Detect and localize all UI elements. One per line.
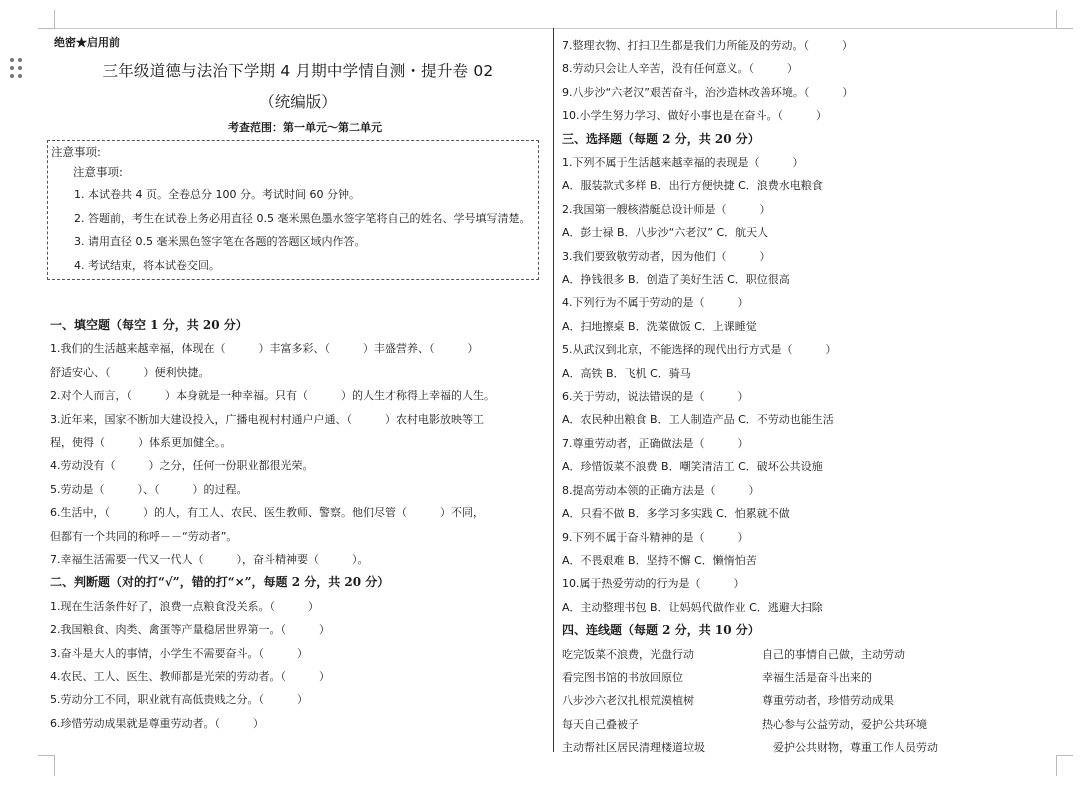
- choice-option-line: A．高铁 B．飞机 C．骑马: [562, 366, 691, 380]
- match-row: [562, 666, 1062, 689]
- fill-question-line: 4.劳动没有（ ）之分，任何一份职业都很光荣。: [50, 459, 314, 473]
- choice-option-line: A．服装款式多样 B．出行方便快捷 C．浪费水电粮食: [562, 179, 823, 193]
- match-right-item: 爱护公共财物，尊重工作人员劳动: [762, 741, 938, 755]
- fill-question-line: 但都有一个共同的称呼－－“劳动者”。: [50, 529, 238, 543]
- match-left-item: 主动帮社区居民清理楼道垃圾: [562, 741, 705, 755]
- choice-option-line: A．珍惜饭菜不浪费 B．嘲笑清洁工 C．破坏公共设施: [562, 460, 823, 474]
- choice-option-line: A．彭士禄 B．八步沙“六老汉” C．航天人: [562, 226, 769, 240]
- judge-question-line: 7.整理衣物、打扫卫生都是我们力所能及的劳动。（ ）: [562, 39, 853, 52]
- fill-question-line: 程，使得（ ）体系更加健全。。: [50, 436, 232, 450]
- match-right-item: 尊重劳动者，珍惜劳动成果: [762, 694, 894, 708]
- exam-scope: 考查范围：第一单元～第二单元: [228, 121, 382, 134]
- judge-question-line: 4.农民、工人、医生、教师都是光荣的劳动者。（ ）: [50, 670, 330, 684]
- choice-question-line: 3.我们要致敬劳动者，因为他们（ ）: [562, 249, 771, 263]
- choice-question-line: 2.我国第一艘核潜艇总设计师是（ ）: [562, 202, 771, 216]
- match-left-item: 吃完饭菜不浪费，光盘行动: [562, 647, 694, 661]
- judge-question-line: 6.珍惜劳动成果就是尊重劳动者。（ ）: [50, 716, 264, 730]
- choice-option-line: A．只看不做 B．多学习多实践 C．怕累就不做: [562, 507, 790, 521]
- match-left-item: 八步沙六老汉扎根荒漠植树: [562, 694, 694, 708]
- fill-question-line: 1.我们的生活越来越幸福，体现在（ ）丰富多彩、（ ）丰盛营养、（ ）: [50, 342, 479, 356]
- choice-question-line: 9.下列不属于奋斗精神的是（ ）: [562, 530, 749, 544]
- fill-question-line: 3.近年来，国家不断加大建设投入，广播电视村村通户户通、（ ）农村电影放映等工: [50, 412, 484, 426]
- column-divider: [553, 28, 554, 752]
- choice-question-line: 5.从武汉到北京，不能选择的现代出行方式是（ ）: [562, 343, 837, 357]
- judge-question-line: 3.奋斗是大人的事情，小学生不需要奋斗。（ ）: [50, 646, 308, 660]
- choice-question-line: 1.下列不属于生活越来越幸福的表现是（ ）: [562, 156, 804, 170]
- page-top-rule: [54, 28, 1056, 29]
- choice-question-line: 7.尊重劳动者，正确做法是（ ）: [562, 436, 749, 450]
- secret-label: 绝密★启用前: [54, 36, 120, 49]
- match-row: [562, 736, 1062, 759]
- judge-question-line: 9.八步沙“六老汉”艰苦奋斗，治沙造林改善环境。（ ）: [562, 85, 854, 99]
- match-row: [562, 643, 1062, 666]
- right-column: [562, 34, 1062, 760]
- drag-handle-icon[interactable]: [10, 58, 26, 80]
- match-row: [562, 713, 1062, 736]
- choice-option-line: A．农民种出粮食 B．工人制造产品 C．不劳动也能生活: [562, 413, 834, 427]
- page-title: 三年级道德与法治下学期 4 月期中学情自测・提升卷 02: [102, 62, 494, 80]
- choice-question-line: 6.关于劳动，说法错误的是（ ）: [562, 390, 749, 404]
- notice-item: 2. 答题前，考生在试卷上务必用直径 0.5 毫米黑色墨水签字笔将自己的姓名、学号填写清楚。: [74, 211, 531, 225]
- notice-item: 3. 请用直径 0.5 毫米黑色签字笔在各题的答题区域内作答。: [74, 235, 366, 248]
- fill-question-line: 舒适安心、（ ）便利快捷。: [50, 365, 210, 379]
- page-subtitle: （统编版）: [259, 93, 337, 111]
- match-section-title: 四、连线题（每题 2 分，共 10 分）: [562, 623, 760, 638]
- choice-question-line: 10.属于热爱劳动的行为是（ ）: [562, 577, 745, 591]
- crop-mark-top-left: [38, 10, 55, 29]
- choice-section-title: 三、选择题（每题 2 分，共 20 分）: [562, 131, 760, 146]
- fill-question-line: 2.对个人而言，（ ）本身就是一种幸福。只有（ ）的人生才称得上幸福的人生。: [50, 389, 495, 403]
- match-left-item: 每天自己叠被子: [562, 717, 639, 731]
- notice-box: [47, 140, 539, 280]
- choice-option-line: A．挣钱很多 B．创造了美好生活 C．职位很高: [562, 273, 790, 287]
- crop-mark-top-right: [1056, 10, 1073, 29]
- choice-option-line: A．不畏艰难 B．坚持不懈 C．懒惰怕苦: [562, 553, 757, 567]
- notice-subtitle: 注意事项:: [73, 165, 123, 179]
- notice-item: 1. 本试卷共 4 页。全卷总分 100 分。考试时间 60 分钟。: [74, 188, 360, 201]
- crop-mark-bottom-left: [38, 755, 55, 776]
- match-right-item: 热心参与公益劳动，爱护公共环境: [762, 717, 927, 731]
- match-row: [562, 689, 1062, 712]
- fill-section-title: 一、填空题（每空 1 分，共 20 分）: [50, 318, 248, 332]
- judge-question-line: 2.我国粮食、肉类、禽蛋等产量稳居世界第一。（ ）: [50, 623, 330, 637]
- judge-question-line: 1.现在生活条件好了，浪费一点粮食没关系。（ ）: [50, 599, 319, 613]
- fill-question-line: 5.劳动是（ ）、（ ）的过程。: [50, 482, 248, 496]
- judge-section-title: 二、判断题（对的打“√”，错的打“×”，每题 2 分，共 20 分）: [50, 575, 390, 590]
- choice-question-line: 8.提高劳动本领的正确方法是（ ）: [562, 483, 760, 497]
- judge-question-line: 8.劳动只会让人辛苦，没有任何意义。（ ）: [562, 62, 798, 76]
- judge-question-line: 10.小学生努力学习、做好小事也是在奋斗。（ ）: [562, 109, 827, 123]
- left-column: [50, 34, 546, 735]
- notice-title: 注意事项:: [51, 145, 101, 159]
- fill-question-line: 6.生活中，（ ）的人，有工人、农民、医生教师、警察。他们尽管（ ）不同，: [50, 506, 484, 520]
- fill-question-line: 7.幸福生活需要一代又一代人（ ），奋斗精神要（ ）。: [50, 553, 369, 567]
- judge-question-line: 5.劳动分工不同，职业就有高低贵贱之分。（ ）: [50, 693, 308, 707]
- choice-option-line: A．主动整理书包 B．让妈妈代做作业 C．逃避大扫除: [562, 600, 823, 614]
- match-right-item: 幸福生活是奋斗出来的: [762, 670, 872, 684]
- notice-item: 4. 考试结束，将本试卷交回。: [74, 258, 220, 272]
- match-left-item: 看完图书馆的书放回原位: [562, 670, 683, 684]
- match-right-item: 自己的事情自己做，主动劳动: [762, 647, 905, 661]
- choice-question-line: 4.下列行为不属于劳动的是（ ）: [562, 296, 749, 310]
- choice-option-line: A．扫地擦桌 B．洗菜做饭 C．上课睡觉: [562, 319, 757, 333]
